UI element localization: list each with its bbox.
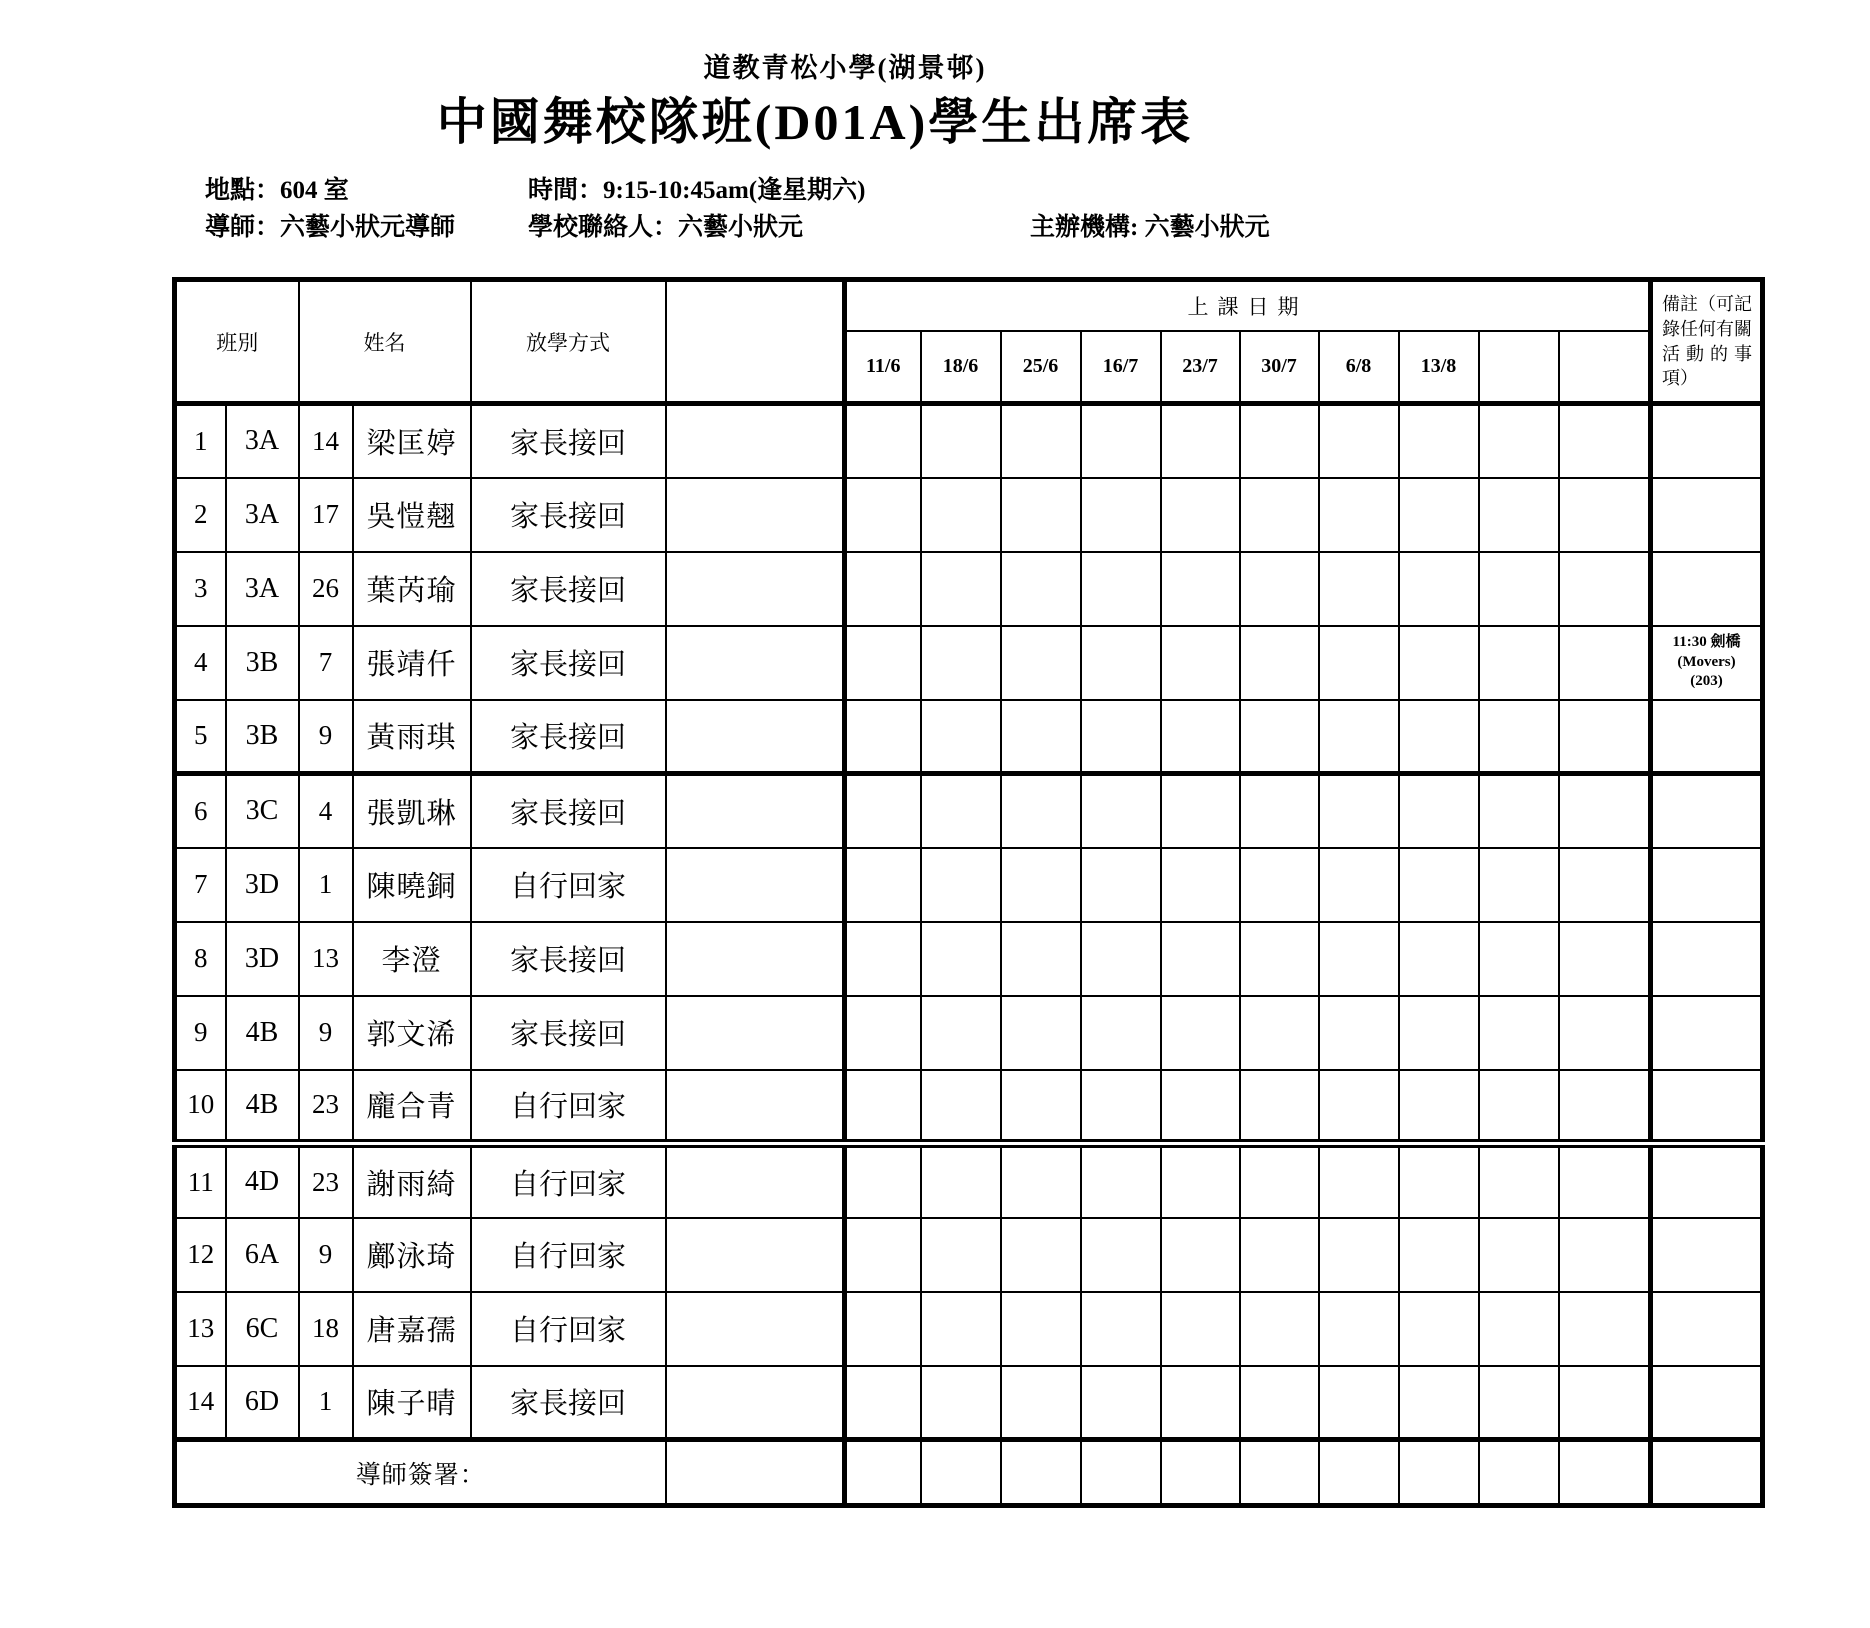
remarks-column-header: 備註（可記錄任何有關活動的事項）	[1651, 280, 1763, 404]
info-tutor: 導師：六藝小狀元導師	[205, 214, 456, 241]
date-header-25-6: 25/6	[1001, 331, 1081, 404]
attendance-cell	[1161, 922, 1240, 996]
row-number-cell: 6	[175, 774, 226, 848]
row-number-cell: 9	[175, 996, 226, 1070]
attendance-cell	[1161, 478, 1240, 552]
attendance-cell	[1240, 996, 1319, 1070]
student-row	[175, 848, 1763, 922]
attendance-cell	[1081, 700, 1161, 774]
student-row	[175, 478, 1763, 552]
attendance-cell	[1161, 848, 1240, 922]
class-cell: 3A	[226, 478, 299, 552]
attendance-cell	[921, 996, 1001, 1070]
row-number-cell: 4	[175, 626, 226, 700]
date-header-30-7: 30/7	[1240, 331, 1319, 404]
attendance-cell	[1081, 626, 1161, 700]
attendance-cell	[1559, 1144, 1651, 1218]
attendance-cell	[1559, 700, 1651, 774]
attendance-cell	[1479, 626, 1559, 700]
attendance-cell	[845, 1070, 921, 1144]
attendance-cell	[1161, 1070, 1240, 1144]
attendance-cell	[1399, 700, 1479, 774]
attendance-cell	[1399, 1144, 1479, 1218]
attendance-cell	[1001, 404, 1081, 478]
class-cell: 3B	[226, 700, 299, 774]
attendance-cell	[1161, 1292, 1240, 1366]
remark-line: (Movers)	[1677, 653, 1736, 670]
attendance-cell	[921, 404, 1001, 478]
attendance-cell	[1559, 996, 1651, 1070]
attendance-cell	[1001, 922, 1081, 996]
attendance-cell	[845, 1366, 921, 1440]
attendance-cell	[1161, 1366, 1240, 1440]
attendance-cell	[1559, 1070, 1651, 1144]
name-cell: 謝雨綺	[353, 1144, 471, 1218]
student-row	[175, 774, 1763, 848]
attendance-cell	[1001, 700, 1081, 774]
dismissal-cell: 家長接回	[471, 478, 666, 552]
student-row	[175, 626, 1763, 700]
remark-cell	[1651, 774, 1763, 848]
remark-cell	[1651, 478, 1763, 552]
remark-cell	[1651, 922, 1763, 996]
attendance-cell	[1319, 1070, 1399, 1144]
attendance-cell	[1559, 626, 1651, 700]
class-cell: 3A	[226, 404, 299, 478]
attendance-cell	[1399, 922, 1479, 996]
blank-cell	[666, 700, 845, 774]
class-cell: 6C	[226, 1292, 299, 1366]
attendance-cell	[1399, 774, 1479, 848]
attendance-cell	[1559, 552, 1651, 626]
attendance-cell	[845, 404, 921, 478]
info-time: 時間：9:15-10:45am(逢星期六)	[528, 177, 866, 204]
info-location: 地點：604 室	[205, 177, 349, 204]
attendance-cell	[1319, 700, 1399, 774]
student-number-cell: 17	[299, 478, 353, 552]
attendance-cell	[1479, 1070, 1559, 1144]
class-cell: 3A	[226, 552, 299, 626]
blank-cell	[666, 1440, 845, 1506]
attendance-cell	[1559, 848, 1651, 922]
attendance-table	[172, 277, 1765, 1508]
name-cell: 陳曉銅	[353, 848, 471, 922]
attendance-cell	[845, 700, 921, 774]
dismissal-cell: 家長接回	[471, 922, 666, 996]
student-row	[175, 1070, 1763, 1144]
attendance-cell	[1319, 1440, 1399, 1506]
student-row	[175, 1366, 1763, 1440]
attendance-cell	[1081, 1218, 1161, 1292]
attendance-cell	[845, 1218, 921, 1292]
student-number-cell: 23	[299, 1070, 353, 1144]
remark-cell	[1651, 552, 1763, 626]
date-header-18-6: 18/6	[921, 331, 1001, 404]
dismissal-cell: 自行回家	[471, 1292, 666, 1366]
attendance-cell	[921, 1070, 1001, 1144]
remark-cell	[1651, 1218, 1763, 1292]
attendance-cell	[1001, 996, 1081, 1070]
attendance-cell	[1559, 1366, 1651, 1440]
attendance-cell	[921, 1144, 1001, 1218]
remark-cell	[1651, 848, 1763, 922]
attendance-cell	[1399, 552, 1479, 626]
attendance-cell	[1161, 1440, 1240, 1506]
name-column-header: 姓名	[299, 280, 471, 404]
attendance-cell	[1001, 1218, 1081, 1292]
attendance-cell	[921, 1218, 1001, 1292]
attendance-cell	[921, 626, 1001, 700]
attendance-cell	[1559, 922, 1651, 996]
attendance-cell	[1240, 1070, 1319, 1144]
blank-cell	[666, 1366, 845, 1440]
blank-cell	[666, 1144, 845, 1218]
attendance-cell	[845, 848, 921, 922]
dismissal-cell: 家長接回	[471, 700, 666, 774]
attendance-cell	[1161, 1218, 1240, 1292]
attendance-cell	[1001, 1440, 1081, 1506]
attendance-cell	[1081, 404, 1161, 478]
attendance-cell	[1319, 922, 1399, 996]
attendance-cell	[1001, 1070, 1081, 1144]
row-number-cell: 12	[175, 1218, 226, 1292]
info-school-contact: 學校聯絡人：六藝小狀元	[528, 214, 804, 241]
attendance-cell	[1559, 1218, 1651, 1292]
attendance-cell	[1479, 1440, 1559, 1506]
name-cell: 李澄	[353, 922, 471, 996]
student-number-cell: 7	[299, 626, 353, 700]
attendance-cell	[845, 1292, 921, 1366]
attendance-cell	[1081, 922, 1161, 996]
student-row	[175, 404, 1763, 478]
dates-group-header: 上課日期	[845, 280, 1651, 331]
school-name: 道教青松小學(湖景邨)	[703, 53, 987, 83]
student-row	[175, 1218, 1763, 1292]
attendance-cell	[1240, 1218, 1319, 1292]
signature-row	[175, 1440, 1763, 1506]
row-number-cell: 1	[175, 404, 226, 478]
attendance-cell	[921, 774, 1001, 848]
row-number-cell: 14	[175, 1366, 226, 1440]
blank-cell	[666, 922, 845, 996]
date-header-11-6: 11/6	[845, 331, 921, 404]
attendance-cell	[1240, 700, 1319, 774]
attendance-cell	[1240, 848, 1319, 922]
attendance-cell	[1081, 848, 1161, 922]
student-row	[175, 552, 1763, 626]
name-cell: 郭文浠	[353, 996, 471, 1070]
attendance-cell	[921, 922, 1001, 996]
blank-cell	[666, 1292, 845, 1366]
student-number-cell: 9	[299, 996, 353, 1070]
row-number-cell: 10	[175, 1070, 226, 1144]
student-row	[175, 1292, 1763, 1366]
date-header-23-7: 23/7	[1161, 331, 1240, 404]
student-number-cell: 9	[299, 700, 353, 774]
date-header-blank	[1479, 331, 1559, 404]
attendance-cell	[1559, 774, 1651, 848]
attendance-cell	[1240, 478, 1319, 552]
name-cell: 吳愷翹	[353, 478, 471, 552]
attendance-cell	[1399, 848, 1479, 922]
attendance-cell	[1081, 1144, 1161, 1218]
dismissal-cell: 自行回家	[471, 848, 666, 922]
attendance-cell	[1319, 1292, 1399, 1366]
blank-column-header	[666, 280, 845, 404]
attendance-cell	[921, 478, 1001, 552]
row-number-cell: 3	[175, 552, 226, 626]
attendance-cell	[921, 700, 1001, 774]
class-cell: 3C	[226, 774, 299, 848]
header-row-top	[175, 280, 1763, 331]
attendance-cell	[1081, 552, 1161, 626]
attendance-cell	[1399, 404, 1479, 478]
info-organizer: 主辦機構: 六藝小狀元	[1030, 214, 1270, 241]
attendance-cell	[1081, 1292, 1161, 1366]
attendance-cell	[1319, 478, 1399, 552]
attendance-cell	[1479, 552, 1559, 626]
attendance-cell	[1399, 996, 1479, 1070]
blank-cell	[666, 404, 845, 478]
tutor-signature-label: 導師簽署：	[175, 1440, 666, 1506]
student-number-cell: 9	[299, 1218, 353, 1292]
attendance-cell	[1161, 1144, 1240, 1218]
name-cell: 黃雨琪	[353, 700, 471, 774]
class-cell: 3B	[226, 626, 299, 700]
name-cell: 張靖仟	[353, 626, 471, 700]
attendance-cell	[1240, 626, 1319, 700]
date-header-13-8: 13/8	[1399, 331, 1479, 404]
attendance-cell	[1001, 774, 1081, 848]
attendance-cell	[1001, 848, 1081, 922]
remark-line: (203)	[1690, 673, 1723, 690]
name-cell: 唐嘉孺	[353, 1292, 471, 1366]
attendance-cell	[1559, 478, 1651, 552]
student-number-cell: 14	[299, 404, 353, 478]
remark-cell	[1651, 1440, 1763, 1506]
attendance-cell	[1161, 552, 1240, 626]
remark-cell	[1651, 1144, 1763, 1218]
attendance-cell	[1001, 478, 1081, 552]
blank-cell	[666, 774, 845, 848]
student-row	[175, 1144, 1763, 1218]
attendance-cell	[1559, 404, 1651, 478]
student-number-cell: 26	[299, 552, 353, 626]
remark-cell	[1651, 700, 1763, 774]
attendance-cell	[1479, 478, 1559, 552]
blank-cell	[666, 1218, 845, 1292]
blank-cell	[666, 478, 845, 552]
attendance-cell	[1479, 922, 1559, 996]
row-number-cell: 7	[175, 848, 226, 922]
remark-cell	[1651, 404, 1763, 478]
attendance-cell	[1001, 552, 1081, 626]
attendance-rows	[175, 404, 1763, 1440]
attendance-cell	[845, 922, 921, 996]
attendance-cell	[1479, 1366, 1559, 1440]
student-number-cell: 4	[299, 774, 353, 848]
attendance-cell	[1240, 552, 1319, 626]
attendance-cell	[1479, 774, 1559, 848]
attendance-cell	[921, 1440, 1001, 1506]
remark-cell	[1651, 996, 1763, 1070]
blank-cell	[666, 1070, 845, 1144]
dismissal-cell: 家長接回	[471, 552, 666, 626]
blank-cell	[666, 848, 845, 922]
class-cell: 4B	[226, 996, 299, 1070]
remark-cell	[1651, 626, 1763, 700]
attendance-cell	[1240, 774, 1319, 848]
attendance-cell	[1240, 1144, 1319, 1218]
attendance-cell	[1161, 626, 1240, 700]
attendance-cell	[1081, 1070, 1161, 1144]
page-title: 中國舞校隊班(D01A)學生出席表	[436, 94, 1194, 150]
attendance-cell	[1399, 1218, 1479, 1292]
dismissal-cell: 家長接回	[471, 774, 666, 848]
attendance-cell	[1161, 700, 1240, 774]
attendance-cell	[1240, 404, 1319, 478]
attendance-cell	[1319, 1366, 1399, 1440]
dismissal-cell: 家長接回	[471, 1366, 666, 1440]
attendance-cell	[1081, 1366, 1161, 1440]
attendance-cell	[1559, 1292, 1651, 1366]
name-cell: 陳子晴	[353, 1366, 471, 1440]
attendance-cell	[1479, 848, 1559, 922]
dismissal-cell: 家長接回	[471, 626, 666, 700]
attendance-cell	[1319, 626, 1399, 700]
attendance-cell	[845, 478, 921, 552]
row-number-cell: 13	[175, 1292, 226, 1366]
attendance-cell	[1399, 626, 1479, 700]
dismissal-cell: 家長接回	[471, 404, 666, 478]
attendance-cell	[1479, 1218, 1559, 1292]
student-number-cell: 23	[299, 1144, 353, 1218]
dismissal-column-header: 放學方式	[471, 280, 666, 404]
attendance-cell	[845, 1440, 921, 1506]
attendance-cell	[1479, 700, 1559, 774]
class-cell: 3D	[226, 922, 299, 996]
blank-cell	[666, 626, 845, 700]
attendance-cell	[1161, 996, 1240, 1070]
attendance-cell	[1161, 404, 1240, 478]
class-cell: 4B	[226, 1070, 299, 1144]
attendance-cell	[1001, 626, 1081, 700]
student-number-cell: 1	[299, 848, 353, 922]
remark-cell	[1651, 1292, 1763, 1366]
dismissal-cell: 家長接回	[471, 996, 666, 1070]
student-number-cell: 1	[299, 1366, 353, 1440]
attendance-cell	[1319, 848, 1399, 922]
date-header-16-7: 16/7	[1081, 331, 1161, 404]
attendance-cell	[921, 552, 1001, 626]
attendance-cell	[1319, 404, 1399, 478]
attendance-cell	[1319, 552, 1399, 626]
attendance-cell	[1081, 478, 1161, 552]
name-cell: 龐合青	[353, 1070, 471, 1144]
name-cell: 葉芮瑜	[353, 552, 471, 626]
remark-line: 11:30 劍橋	[1672, 634, 1741, 651]
attendance-cell	[1319, 1218, 1399, 1292]
class-cell: 6D	[226, 1366, 299, 1440]
attendance-cell	[1240, 1292, 1319, 1366]
attendance-cell	[921, 848, 1001, 922]
class-column-header: 班別	[175, 280, 299, 404]
attendance-cell	[1081, 774, 1161, 848]
attendance-cell	[1081, 1440, 1161, 1506]
student-number-cell: 18	[299, 1292, 353, 1366]
remark-cell	[1651, 1070, 1763, 1144]
student-number-cell: 13	[299, 922, 353, 996]
attendance-cell	[845, 996, 921, 1070]
attendance-cell	[1399, 478, 1479, 552]
date-header-blank	[1559, 331, 1651, 404]
attendance-cell	[1081, 996, 1161, 1070]
attendance-cell	[1399, 1070, 1479, 1144]
student-row	[175, 700, 1763, 774]
attendance-cell	[845, 1144, 921, 1218]
blank-cell	[666, 996, 845, 1070]
row-number-cell: 8	[175, 922, 226, 996]
student-row	[175, 922, 1763, 996]
attendance-cell	[1001, 1366, 1081, 1440]
attendance-cell	[921, 1366, 1001, 1440]
attendance-cell	[921, 1292, 1001, 1366]
attendance-cell	[1240, 1366, 1319, 1440]
name-cell: 梁匡婷	[353, 404, 471, 478]
attendance-cell	[1001, 1144, 1081, 1218]
attendance-cell	[1399, 1440, 1479, 1506]
attendance-cell	[1399, 1366, 1479, 1440]
attendance-cell	[845, 626, 921, 700]
row-number-cell: 2	[175, 478, 226, 552]
student-row	[175, 996, 1763, 1070]
dismissal-cell: 自行回家	[471, 1144, 666, 1218]
remark-cell	[1651, 1366, 1763, 1440]
attendance-cell	[845, 774, 921, 848]
row-number-cell: 11	[175, 1144, 226, 1218]
attendance-cell	[1240, 922, 1319, 996]
attendance-cell	[845, 552, 921, 626]
attendance-cell	[1479, 404, 1559, 478]
attendance-cell	[1559, 1440, 1651, 1506]
name-cell: 張凱琳	[353, 774, 471, 848]
class-cell: 3D	[226, 848, 299, 922]
dismissal-cell: 自行回家	[471, 1218, 666, 1292]
attendance-cell	[1479, 996, 1559, 1070]
attendance-cell	[1001, 1292, 1081, 1366]
attendance-cell	[1479, 1292, 1559, 1366]
attendance-cell	[1399, 1292, 1479, 1366]
name-cell: 鄺泳琦	[353, 1218, 471, 1292]
row-number-cell: 5	[175, 700, 226, 774]
class-cell: 4D	[226, 1144, 299, 1218]
attendance-cell	[1161, 774, 1240, 848]
attendance-cell	[1319, 774, 1399, 848]
attendance-cell	[1319, 1144, 1399, 1218]
dismissal-cell: 自行回家	[471, 1070, 666, 1144]
attendance-cell	[1240, 1440, 1319, 1506]
attendance-cell	[1479, 1144, 1559, 1218]
class-cell: 6A	[226, 1218, 299, 1292]
blank-cell	[666, 552, 845, 626]
date-header-6-8: 6/8	[1319, 331, 1399, 404]
attendance-cell	[1319, 996, 1399, 1070]
